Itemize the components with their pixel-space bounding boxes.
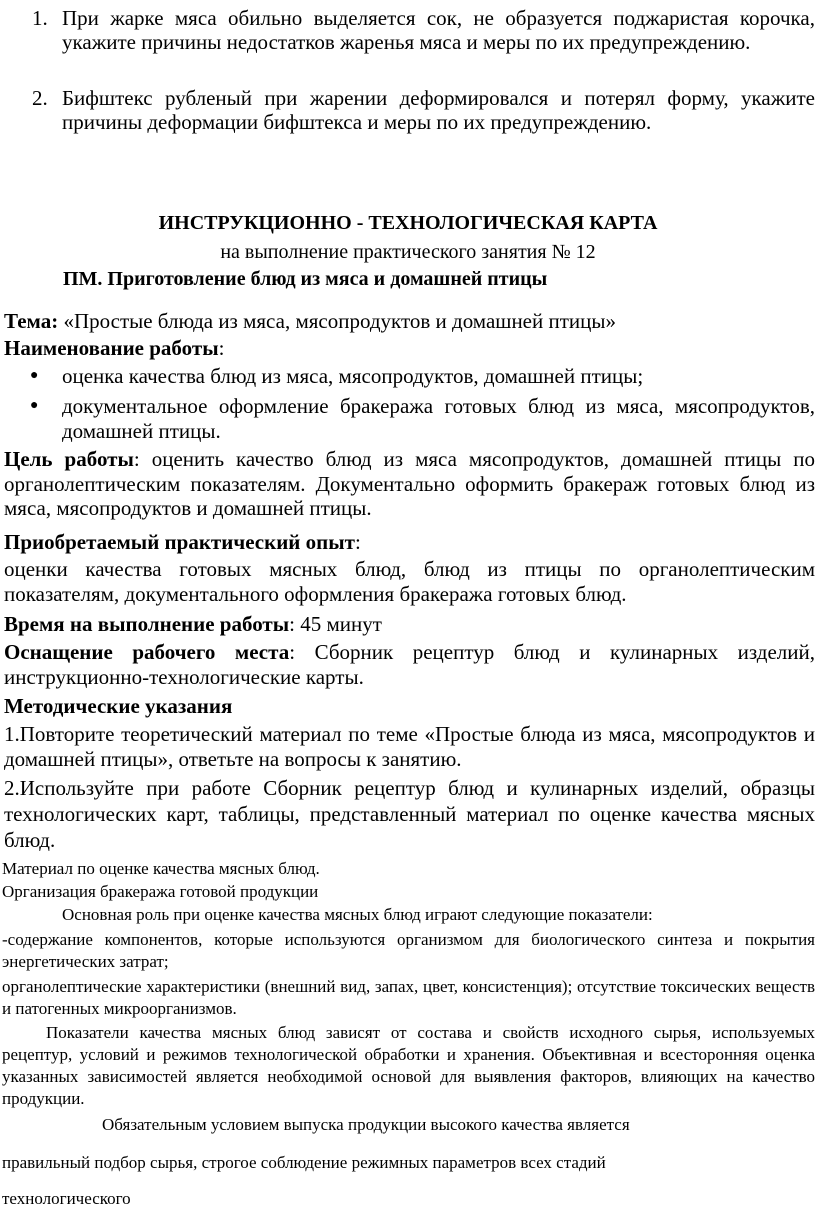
- question-1: [0, 6, 816, 78]
- method-item: 2.Используйте при работе Сборник рецептур блюд и кулинарных изделий, образцы технологических карт, таблицы, представленный материал по оценке качества мясных блюд.: [4, 776, 815, 852]
- material-paragraph: Обязательным условием выпуска продукции высокого качества является: [102, 1115, 630, 1134]
- material-paragraph: -содержание компонентов, которые используются организмом для биологического синтеза и покрытия энергетических затрат;: [2, 930, 815, 971]
- experience-value: оценки качества готовых мясных блюд, блюд из птицы по органолептическим показателям, документального оформления бракеража готовых блюд.: [4, 557, 815, 606]
- goal-paragraph: [4, 447, 815, 521]
- card-subtitle: на выполнение практического занятия № 12: [220, 241, 596, 263]
- methods-label: Методические указания: [4, 694, 233, 718]
- material-paragraph: Основная роль при оценке качества мясных блюд играют следующие показатели:: [62, 905, 653, 924]
- bullet-icon: ●: [30, 398, 39, 413]
- material-heading: Материал по оценке качества мясных блюд.: [2, 859, 320, 878]
- time-line: [4, 612, 815, 637]
- work-name-colon: :: [218, 336, 225, 360]
- card-title: ИНСТРУКЦИОННО - ТЕХНОЛОГИЧЕСКАЯ КАРТА: [158, 212, 658, 234]
- question-number: 2.: [32, 86, 48, 110]
- work-item: [0, 394, 816, 444]
- question-number: 1.: [32, 6, 48, 30]
- module-title: ПМ. Приготовление блюд из мяса и домашней птицы: [63, 268, 548, 290]
- time-label: Время на выполнение работы: [4, 612, 290, 636]
- material-paragraph: Показатели качества мясных блюд зависят от состава и свойств исходного сырья, используемых рецептур, условий и режимов технологической обработки и хранения. Объективная и всесторонняя оценка указанных зависимостей является необходимой основой для выявления факторов, влияющих на качество продукции.: [2, 1023, 815, 1108]
- experience-colon: :: [354, 530, 361, 554]
- material-paragraph: технологического: [2, 1189, 131, 1208]
- material-subheading: Организация бракеража готовой продукции: [2, 882, 319, 901]
- topic-label: Тема:: [4, 309, 59, 333]
- bullet-icon: ●: [30, 368, 39, 383]
- work-item-text: документальное оформление бракеража готовых блюд из мяса, мясопродуктов, домашней птицы.: [62, 394, 815, 443]
- question-2: [0, 86, 816, 134]
- topic-line: [4, 309, 815, 334]
- material-paragraph: правильный подбор сырья, строгое соблюдение режимных параметров всех стадий: [2, 1153, 606, 1172]
- equipment-value: : Сборник рецептур блюд и кулинарных изделий, инструкционно-технологические карты.: [4, 640, 816, 689]
- work-name-heading: [4, 336, 815, 361]
- experience-heading: [4, 530, 815, 555]
- material-paragraph: органолептические характеристики (внешний вид, запах, цвет, консистенция); отсутствие токсических веществ и патогенных микроорганизмов.: [2, 977, 815, 1018]
- question-text: Бифштекс рубленый при жарении деформировался и потерял форму, укажите причины деформации бифштекса и меры по их предупреждению.: [62, 86, 815, 134]
- time-value: : 45 минут: [289, 612, 382, 636]
- equipment-paragraph: [4, 640, 815, 689]
- goal-value: : оценить качество блюд из мяса мясопродуктов, домашней птицы по органолептическим показателям. Документально оформить бракераж готовых блюд из мяса, мясопродуктов и домашней птицы.: [4, 447, 815, 520]
- work-item: [0, 364, 816, 390]
- equipment-label: Оснащение рабочего места: [4, 640, 290, 664]
- question-text: При жарке мяса обильно выделяется сок, не образуется поджаристая корочка, укажите причины недостатков жаренья мяса и меры по их предупреждению.: [62, 6, 815, 54]
- work-name-label: Наименование работы: [4, 336, 219, 360]
- topic-value: «Простые блюда из мяса, мясопродуктов и домашней птицы»: [58, 309, 616, 333]
- methods-heading: [4, 694, 815, 719]
- experience-label: Приобретаемый практический опыт: [4, 530, 355, 554]
- work-item-text: оценка качества блюд из мяса, мясопродуктов, домашней птицы;: [62, 364, 644, 388]
- goal-label: Цель работы: [4, 447, 134, 471]
- method-item: 1.Повторите теоретический материал по теме «Простые блюда из мяса, мясопродуктов и домашней птицы», ответьте на вопросы к занятию.: [4, 722, 815, 771]
